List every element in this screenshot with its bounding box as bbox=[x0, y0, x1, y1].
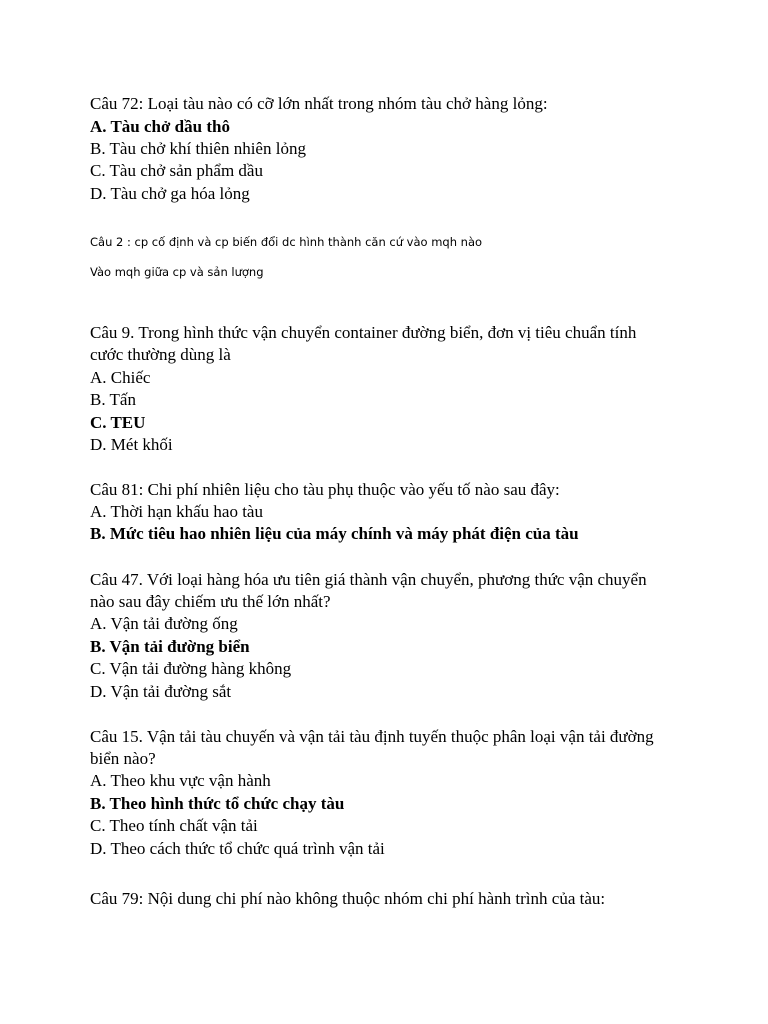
answer-81-a: A. Thời hạn khấu hao tàu bbox=[90, 502, 263, 521]
question-81: Câu 81: Chi phí nhiên liệu cho tàu phụ thuộc vào yếu tố nào sau đây: bbox=[90, 480, 560, 499]
answer-9-b: B. Tấn bbox=[90, 390, 136, 409]
answer-81-b-correct: B. Mức tiêu hao nhiên liệu của máy chính và máy phát điện của tàu bbox=[90, 524, 579, 543]
question-9-line-1: Câu 9. Trong hình thức vận chuyển container đường biển, đơn vị tiêu chuẩn tính bbox=[90, 323, 637, 342]
answer-72-b: B. Tàu chở khí thiên nhiên lỏng bbox=[90, 139, 306, 158]
answer-72-c: C. Tàu chở sản phẩm dầu bbox=[90, 161, 263, 180]
answer-72-a-correct: A. Tàu chở dầu thô bbox=[90, 117, 230, 136]
answer-15-a: A. Theo khu vực vận hành bbox=[90, 771, 271, 790]
answer-9-c-correct: C. TEU bbox=[90, 413, 146, 432]
answer-72-d: D. Tàu chở ga hóa lỏng bbox=[90, 184, 250, 203]
answer-47-a: A. Vận tải đường ống bbox=[90, 614, 238, 633]
question-15-line-2: biển nào? bbox=[90, 749, 156, 768]
question-79: Câu 79: Nội dung chi phí nào không thuộc nhóm chi phí hành trình của tàu: bbox=[90, 889, 606, 908]
answer-47-d: D. Vận tải đường sắt bbox=[90, 682, 232, 701]
answer-9-d: D. Mét khối bbox=[90, 435, 173, 454]
answer-47-c: C. Vận tải đường hàng không bbox=[90, 659, 292, 678]
note-answer-2: Vào mqh giữa cp và sản lượng bbox=[90, 265, 264, 279]
note-question-2: Câu 2 : cp cố định và cp biến đổi dc hình thành căn cứ vào mqh nào bbox=[90, 235, 483, 249]
answer-15-d: D. Theo cách thức tổ chức quá trình vận tải bbox=[90, 839, 385, 858]
question-47-line-2: nào sau đây chiếm ưu thế lớn nhất? bbox=[90, 592, 331, 611]
question-72: Câu 72: Loại tàu nào có cỡ lớn nhất trong nhóm tàu chở hàng lỏng: bbox=[90, 94, 548, 113]
answer-15-b-correct: B. Theo hình thức tổ chức chạy tàu bbox=[90, 794, 345, 813]
question-15-line-1: Câu 15. Vận tải tàu chuyến và vận tải tàu định tuyến thuộc phân loại vận tải đường bbox=[90, 727, 654, 746]
question-47-line-1: Câu 47. Với loại hàng hóa ưu tiên giá thành vận chuyển, phương thức vận chuyển bbox=[90, 570, 647, 589]
answer-9-a: A. Chiếc bbox=[90, 368, 151, 387]
answer-47-b-correct: B. Vận tải đường biển bbox=[90, 637, 250, 656]
question-9-line-2: cước thường dùng là bbox=[90, 345, 231, 364]
answer-15-c: C. Theo tính chất vận tải bbox=[90, 816, 258, 835]
